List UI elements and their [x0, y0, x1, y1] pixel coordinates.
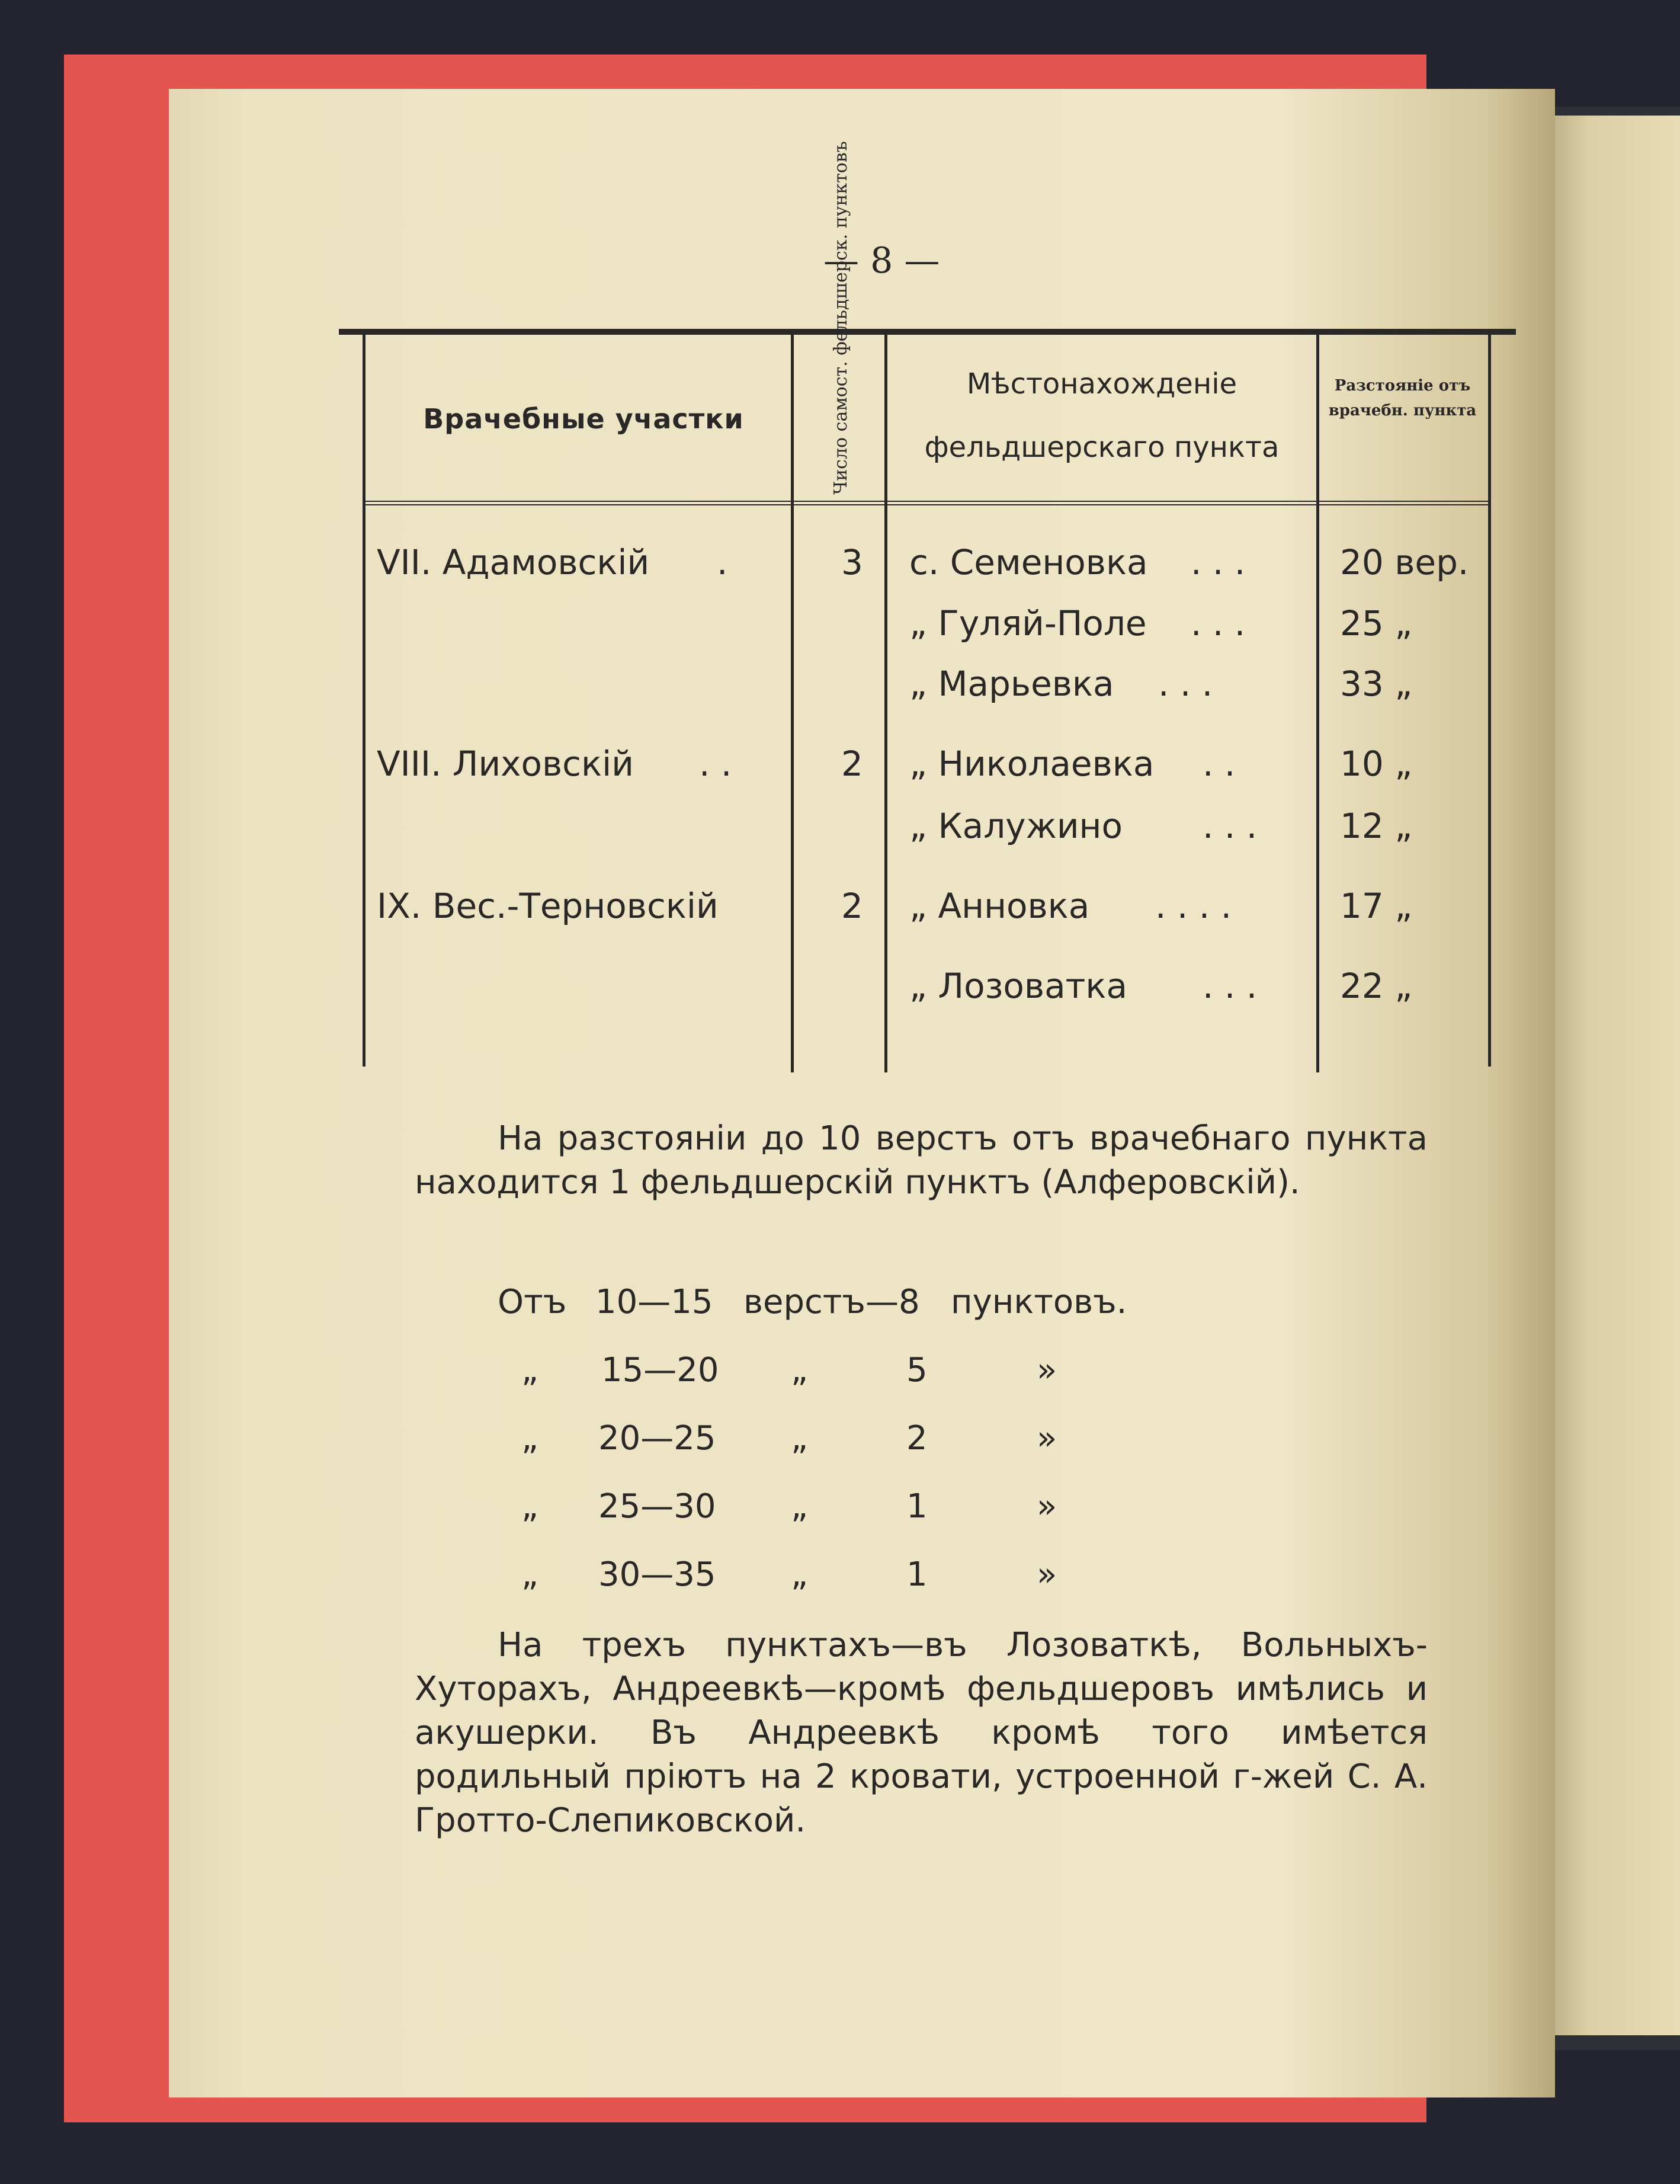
header-location-line2: фельдшерскаго пункта [924, 431, 1280, 464]
table-right-border [1488, 335, 1491, 1067]
stat-ditto: » [1037, 1351, 1057, 1389]
page-number: — 8 — [823, 240, 940, 281]
district-name: IX. Вес.-Терновскій [377, 886, 719, 926]
location-name: „ Анновка [909, 886, 1090, 926]
leader-dots: . . . [1203, 966, 1258, 1006]
distance-value: 22 „ [1340, 966, 1413, 1006]
stat-range: 20—25 [598, 1419, 716, 1458]
distance-value: 25 „ [1340, 603, 1413, 643]
stat-count: 1 [906, 1555, 928, 1594]
stat-unit: „ [791, 1419, 809, 1458]
distance-value: 17 „ [1340, 886, 1413, 926]
point-count: 2 [841, 744, 863, 784]
leader-dots: . . . [1191, 603, 1246, 643]
stat-count: 5 [906, 1351, 928, 1389]
stat-range: 30—35 [598, 1555, 716, 1594]
table-left-border [363, 335, 366, 1067]
header-count [788, 338, 894, 498]
location-name: „ Лозоватка [909, 966, 1127, 1006]
stat-prefix: „ [521, 1487, 539, 1526]
paragraph-distance-summary: На разстояніи до 10 верстъ отъ врачебнаго пункта находится 1 фельдшерскій пунктъ (Алферовскій). [415, 1119, 1428, 1202]
point-count: 3 [841, 542, 863, 582]
leader-dots: . . . [1158, 664, 1213, 704]
stat-unit: „ [791, 1555, 809, 1594]
stat-count: 2 [906, 1419, 928, 1458]
district-name: VIII. Лиховскій [377, 744, 634, 784]
next-page-edge [1549, 116, 1680, 2035]
stat-prefix: Отъ [498, 1283, 567, 1321]
stat-range: 10—15 [595, 1283, 713, 1321]
distance-value: 12 „ [1340, 806, 1413, 846]
location-name: „ Николаевка [909, 744, 1155, 784]
stat-count: 1 [906, 1487, 928, 1526]
distance-value: 33 „ [1340, 664, 1413, 704]
stat-unit: „ [791, 1487, 809, 1526]
leader-dots: . . [1203, 744, 1236, 784]
point-count: 2 [841, 886, 863, 926]
location-name: „ Калужино [909, 806, 1123, 846]
leader-dots: . . [699, 744, 732, 784]
stat-ditto: » [1037, 1419, 1057, 1458]
stat-count: пунктовъ. [951, 1283, 1127, 1321]
table-col-divider-3 [1316, 335, 1319, 1072]
leader-dots: . . . [1191, 542, 1246, 582]
location-name: с. Семеновка [909, 542, 1148, 582]
stat-prefix: „ [521, 1555, 539, 1594]
leader-dots: . . . . [1155, 886, 1232, 926]
paragraph-midwives: На трехъ пунктахъ—въ Лозоваткѣ, Вольныхъ-Хуторахъ, Андреевкѣ—кромѣ фельдшеровъ имѣлись и акушерки. Въ Андреевкѣ кромѣ того имѣется родильный пріютъ на 2 кровати, устроенной г-жей С. А. Гротто-Слепиковской. [415, 1626, 1428, 1840]
table-top-rule [339, 329, 1516, 335]
location-name: „ Гуляй-Поле [909, 603, 1147, 643]
district-name: VII. Адамовскій [377, 542, 650, 582]
header-districts: Врачебные участки [423, 403, 744, 435]
leader-dots: . . . [1203, 806, 1258, 846]
distance-value: 10 „ [1340, 744, 1413, 784]
stat-ditto: » [1037, 1555, 1057, 1594]
table-header-rule [363, 501, 1491, 505]
stat-prefix: „ [521, 1351, 539, 1389]
distance-value: 20 вер. [1340, 542, 1469, 582]
header-location-line1: Мѣстонахожденіе [966, 367, 1237, 401]
stat-prefix: „ [521, 1419, 539, 1458]
stat-unit: „ [791, 1351, 809, 1389]
stat-range: 15—20 [601, 1351, 719, 1389]
stat-unit: верстъ—8 [743, 1283, 920, 1321]
stat-ditto: » [1037, 1487, 1057, 1526]
leader-dots: . [717, 542, 728, 582]
header-distance: Разстояніе отъ врачебн. пункта [1328, 377, 1477, 419]
location-name: „ Марьевка [909, 664, 1114, 704]
stat-range: 25—30 [598, 1487, 716, 1526]
